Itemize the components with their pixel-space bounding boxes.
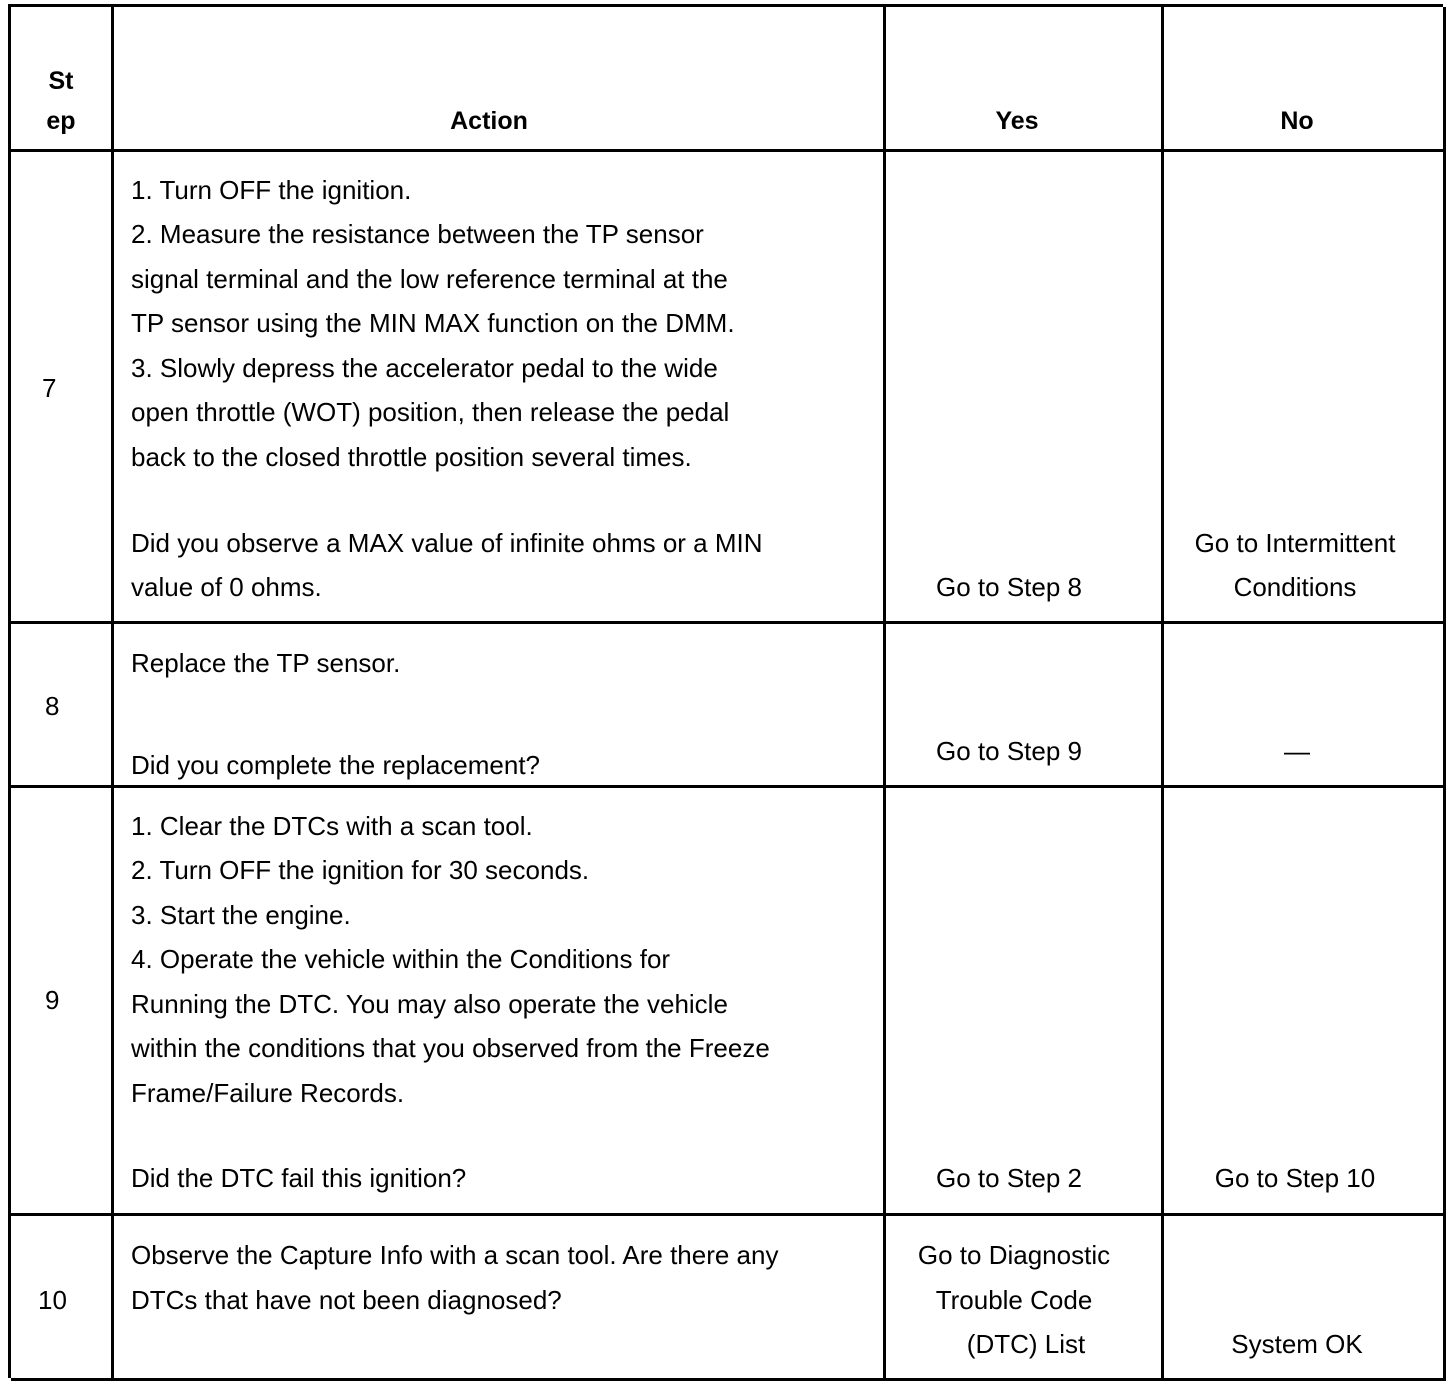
row-8-no-cell bbox=[1164, 624, 1446, 788]
row-8-step: 8 bbox=[45, 691, 60, 721]
row-8-yes-cell bbox=[886, 624, 1164, 788]
row-7-no-line: Go to Intermittent bbox=[1194, 528, 1396, 558]
row-9-action-line: 4. Operate the vehicle within the Conditions for bbox=[131, 944, 671, 974]
row-9-action-question: Did the DTC fail this ignition? bbox=[131, 1163, 467, 1193]
header-yes-cell bbox=[886, 7, 1164, 152]
header-action-cell bbox=[114, 7, 886, 152]
row-7-action-line: open throttle (WOT) position, then release the pedal bbox=[131, 397, 730, 427]
header-step-line2: ep bbox=[46, 107, 76, 135]
row-9-action-line: Running the DTC. You may also operate the vehicle bbox=[131, 989, 728, 1019]
row-9-yes: Go to Step 2 bbox=[936, 1163, 1082, 1193]
row-8-action-line: Replace the TP sensor. bbox=[131, 648, 401, 678]
row-10-yes-line: Trouble Code bbox=[935, 1285, 1093, 1315]
row-7-action-cell bbox=[114, 152, 886, 624]
header-no-cell bbox=[1164, 7, 1446, 152]
row-9-no-cell bbox=[1164, 788, 1446, 1216]
row-7-action-line: 2. Measure the resistance between the TP sensor bbox=[131, 219, 704, 249]
row-7-action-line: back to the closed throttle position several times. bbox=[131, 442, 692, 472]
row-10-yes-cell bbox=[886, 1216, 1164, 1381]
row-10-action-cell bbox=[114, 1216, 886, 1381]
row-9-action-line: 3. Start the engine. bbox=[131, 900, 351, 930]
row-10-action-line: DTCs that have not been diagnosed? bbox=[131, 1285, 562, 1315]
row-10-no: System OK bbox=[1231, 1329, 1363, 1359]
row-9-action-line: Frame/Failure Records. bbox=[131, 1078, 405, 1108]
row-9-action-cell bbox=[114, 788, 886, 1216]
row-8-no: — bbox=[1284, 736, 1310, 766]
row-7-yes-cell bbox=[886, 152, 1164, 624]
row-8-action-question: Did you complete the replacement? bbox=[131, 750, 541, 780]
header-yes: Yes bbox=[995, 107, 1039, 135]
row-10-yes-line: (DTC) List bbox=[966, 1329, 1086, 1359]
row-8-action-cell bbox=[114, 624, 886, 788]
row-7-step: 7 bbox=[42, 373, 57, 403]
row-7-action-line: value of 0 ohms. bbox=[131, 572, 322, 602]
row-10-action-line: Observe the Capture Info with a scan tool. Are there any bbox=[131, 1240, 779, 1270]
row-10-no-cell bbox=[1164, 1216, 1446, 1381]
row-9-action-line: 2. Turn OFF the ignition for 30 seconds. bbox=[131, 855, 590, 885]
row-10-step-cell bbox=[11, 1216, 114, 1381]
row-7-action-line: TP sensor using the MIN MAX function on the DMM. bbox=[131, 308, 735, 338]
row-7-action-line: 1. Turn OFF the ignition. bbox=[131, 175, 412, 205]
row-7-no-line: Conditions bbox=[1233, 572, 1357, 602]
row-8-yes: Go to Step 9 bbox=[936, 736, 1082, 766]
row-7-step-cell bbox=[11, 152, 114, 624]
row-7-yes: Go to Step 8 bbox=[936, 572, 1082, 602]
row-9-step: 9 bbox=[45, 985, 60, 1015]
row-10-step: 10 bbox=[38, 1285, 67, 1315]
row-7-action-line: signal terminal and the low reference terminal at the bbox=[131, 264, 728, 294]
header-action: Action bbox=[450, 107, 528, 135]
row-8-step-cell bbox=[11, 624, 114, 788]
header-step-line1: St bbox=[48, 67, 74, 95]
row-9-action-line: within the conditions that you observed from the Freeze bbox=[131, 1033, 770, 1063]
row-10-yes-line: Go to Diagnostic bbox=[917, 1240, 1111, 1270]
diagnostic-table bbox=[8, 4, 1443, 1378]
header-step-cell bbox=[11, 7, 114, 152]
row-7-action-question: Did you observe a MAX value of infinite ohms or a MIN bbox=[131, 528, 763, 558]
header-no: No bbox=[1280, 107, 1314, 135]
row-9-no: Go to Step 10 bbox=[1214, 1163, 1376, 1193]
row-9-step-cell bbox=[11, 788, 114, 1216]
row-7-action-line: 3. Slowly depress the accelerator pedal to the wide bbox=[131, 353, 718, 383]
row-9-yes-cell bbox=[886, 788, 1164, 1216]
row-9-action-line: 1. Clear the DTCs with a scan tool. bbox=[131, 811, 533, 841]
row-7-no-cell bbox=[1164, 152, 1446, 624]
